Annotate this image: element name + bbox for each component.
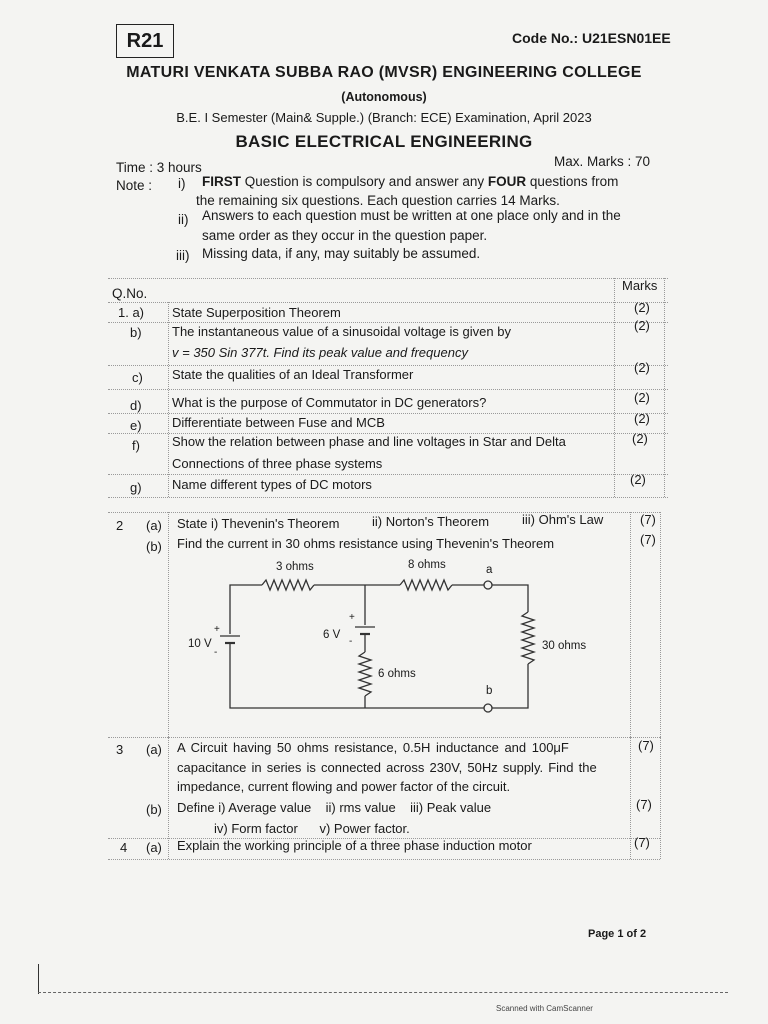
q3-column-rule [660,737,661,859]
q2-b-label: (b) [146,539,162,554]
paper-code: Code No.: U21ESN01EE [512,30,671,46]
q2-a-text2: ii) Norton's Theorem [372,514,490,529]
label-node-a: a [486,564,493,576]
q1-b-num: b) [130,325,142,340]
terminal-a [484,581,492,589]
max-marks-label: Max. Marks : 70 [554,154,651,169]
label-10v-minus: - [214,647,218,658]
q3-column-rule [630,737,631,859]
marks-header: Marks [622,278,658,293]
q1-d-text: What is the purpose of Commutator in DC generators? [172,395,487,410]
wire-top-left [230,585,262,590]
q1-e-marks: (2) [634,411,650,426]
q4-a-marks: (7) [634,835,650,850]
resistor-6-ohms [359,652,371,696]
note-iii-num: iii) [176,248,190,263]
q3-a-marks: (7) [638,738,654,753]
autonomous-label: (Autonomous) [341,90,427,104]
college-name: MATURI VENKATA SUBBA RAO (MVSR) ENGINEERING COLLEGE [126,64,642,81]
resistor-30-ohms [522,612,534,664]
q1-f-num: f) [132,438,140,453]
q1-g-num: g) [130,480,142,495]
note-i-line2: the remaining six questions. Each question carries 14 Marks. [196,193,560,208]
q1-b-marks: (2) [634,318,650,333]
q3-b-line2: iv) Form factor v) Power factor. [214,821,410,836]
note-ii-num: ii) [178,212,189,227]
label-30-ohms: 30 ohms [542,640,587,652]
q1-e-num: e) [130,418,142,433]
q3-top-rule [108,737,660,738]
q2-b-marks: (7) [640,532,656,547]
q1-a-text: State Superposition Theorem [172,305,341,320]
wire-bottom [230,650,484,708]
q2-a-text3: iii) Ohm's Law [522,512,604,527]
q1-c-num: c) [132,370,143,385]
q3-num: 3 [116,742,124,757]
note-i-text2: questions from [526,174,619,189]
label-6v-minus: - [349,636,353,647]
q2-a-marks: (7) [640,512,656,527]
qno-header: Q.No. [112,286,148,301]
q3-a-line2: capacitance in series is connected across 230V, 50Hz supply. Find the [177,760,597,775]
resistor-8-ohms [400,580,452,590]
q4-a-label: (a) [146,840,162,855]
q1-f-text-line1: Show the relation between phase and line voltages in Star and Delta [172,434,566,449]
q2-num: 2 [116,518,124,533]
q1-b-text-line1: The instantaneous value of a sinusoidal voltage is given by [172,324,511,339]
q1-e-text: Differentiate between Fuse and MCB [172,415,385,430]
q1-b-text-line2: v = 350 Sin 377t. Find its peak value and frequency [172,345,468,360]
q1-d-num: d) [130,398,142,413]
q1-c-text: State the qualities of an Ideal Transformer [172,367,414,382]
q4-a-text: Explain the working principle of a three phase induction motor [177,838,532,853]
note-label: Note : [116,178,153,193]
note-i-text1: Question is compulsory and answer any [241,174,488,189]
q1-f-text-line2: Connections of three phase systems [172,456,383,471]
q4-num: 4 [120,840,128,855]
q3-a-label: (a) [146,742,162,757]
q1-f-marks: (2) [632,431,648,446]
q1-c-marks: (2) [634,360,650,375]
subject-title: BASIC ELECTRICAL ENGINEERING [235,132,533,151]
q3-b-marks: (7) [636,797,652,812]
label-node-b: b [486,685,493,697]
label-3-ohms: 3 ohms [276,561,314,573]
scan-edge-left [38,964,39,994]
q1-g-marks: (2) [630,472,646,487]
label-10v-plus: + [214,624,220,635]
q3-column-rule [168,737,169,859]
wire-right-top [492,585,528,612]
q1-a-marks: (2) [634,300,650,315]
q2-b-text: Find the current in 30 ohms resistance using Thevenin's Theorem [177,536,555,551]
note-iii-line1: Missing data, if any, may suitably be assumed. [202,246,481,261]
scanner-watermark: Scanned with CamScanner [496,1004,593,1013]
q1-a-num: 1. a) [118,305,145,320]
q1-d-marks: (2) [634,390,650,405]
wire-right-bottom [492,664,528,708]
time-label: Time : 3 hours [116,160,202,175]
q2-a-label: (a) [146,518,162,533]
note-i-num: i) [178,176,186,191]
q3-b-label: (b) [146,802,162,817]
note-ii-line2: same order as they occur in the question paper. [202,228,488,243]
note-i-bold-four: FOUR [487,174,527,189]
resistor-3-ohms [262,580,314,590]
label-10v: 10 V [188,638,212,650]
terminal-b [484,704,492,712]
regulation-code: R21 [126,29,164,52]
label-8-ohms: 8 ohms [408,559,446,571]
note-ii-line1: Answers to each question must be written at one place only and in the [202,208,621,223]
page-number: Page 1 of 2 [588,928,647,940]
label-6v: 6 V [323,629,341,641]
label-6-ohms: 6 ohms [378,668,416,680]
q3-a-line1: A Circuit having 50 ohms resistance, 0.5H inductance and 100μF [177,740,569,755]
exam-title: B.E. I Semester (Main& Supple.) (Branch: ECE) Examination, April 2023 [176,110,592,125]
q3-a-line3: impedance, current flowing and power factor of the circuit. [177,779,511,794]
q2-a-text1: State i) Thevenin's Theorem [177,516,340,531]
q3-b-line1: Define i) Average value ii) rms value iii) Peak value [177,800,492,815]
q4-bottom-rule [108,859,660,860]
note-i-bold-first: FIRST [202,174,241,189]
scan-edge-bottom [38,992,728,993]
q1-g-text: Name different types of DC motors [172,477,372,492]
label-6v-plus: + [349,612,355,623]
